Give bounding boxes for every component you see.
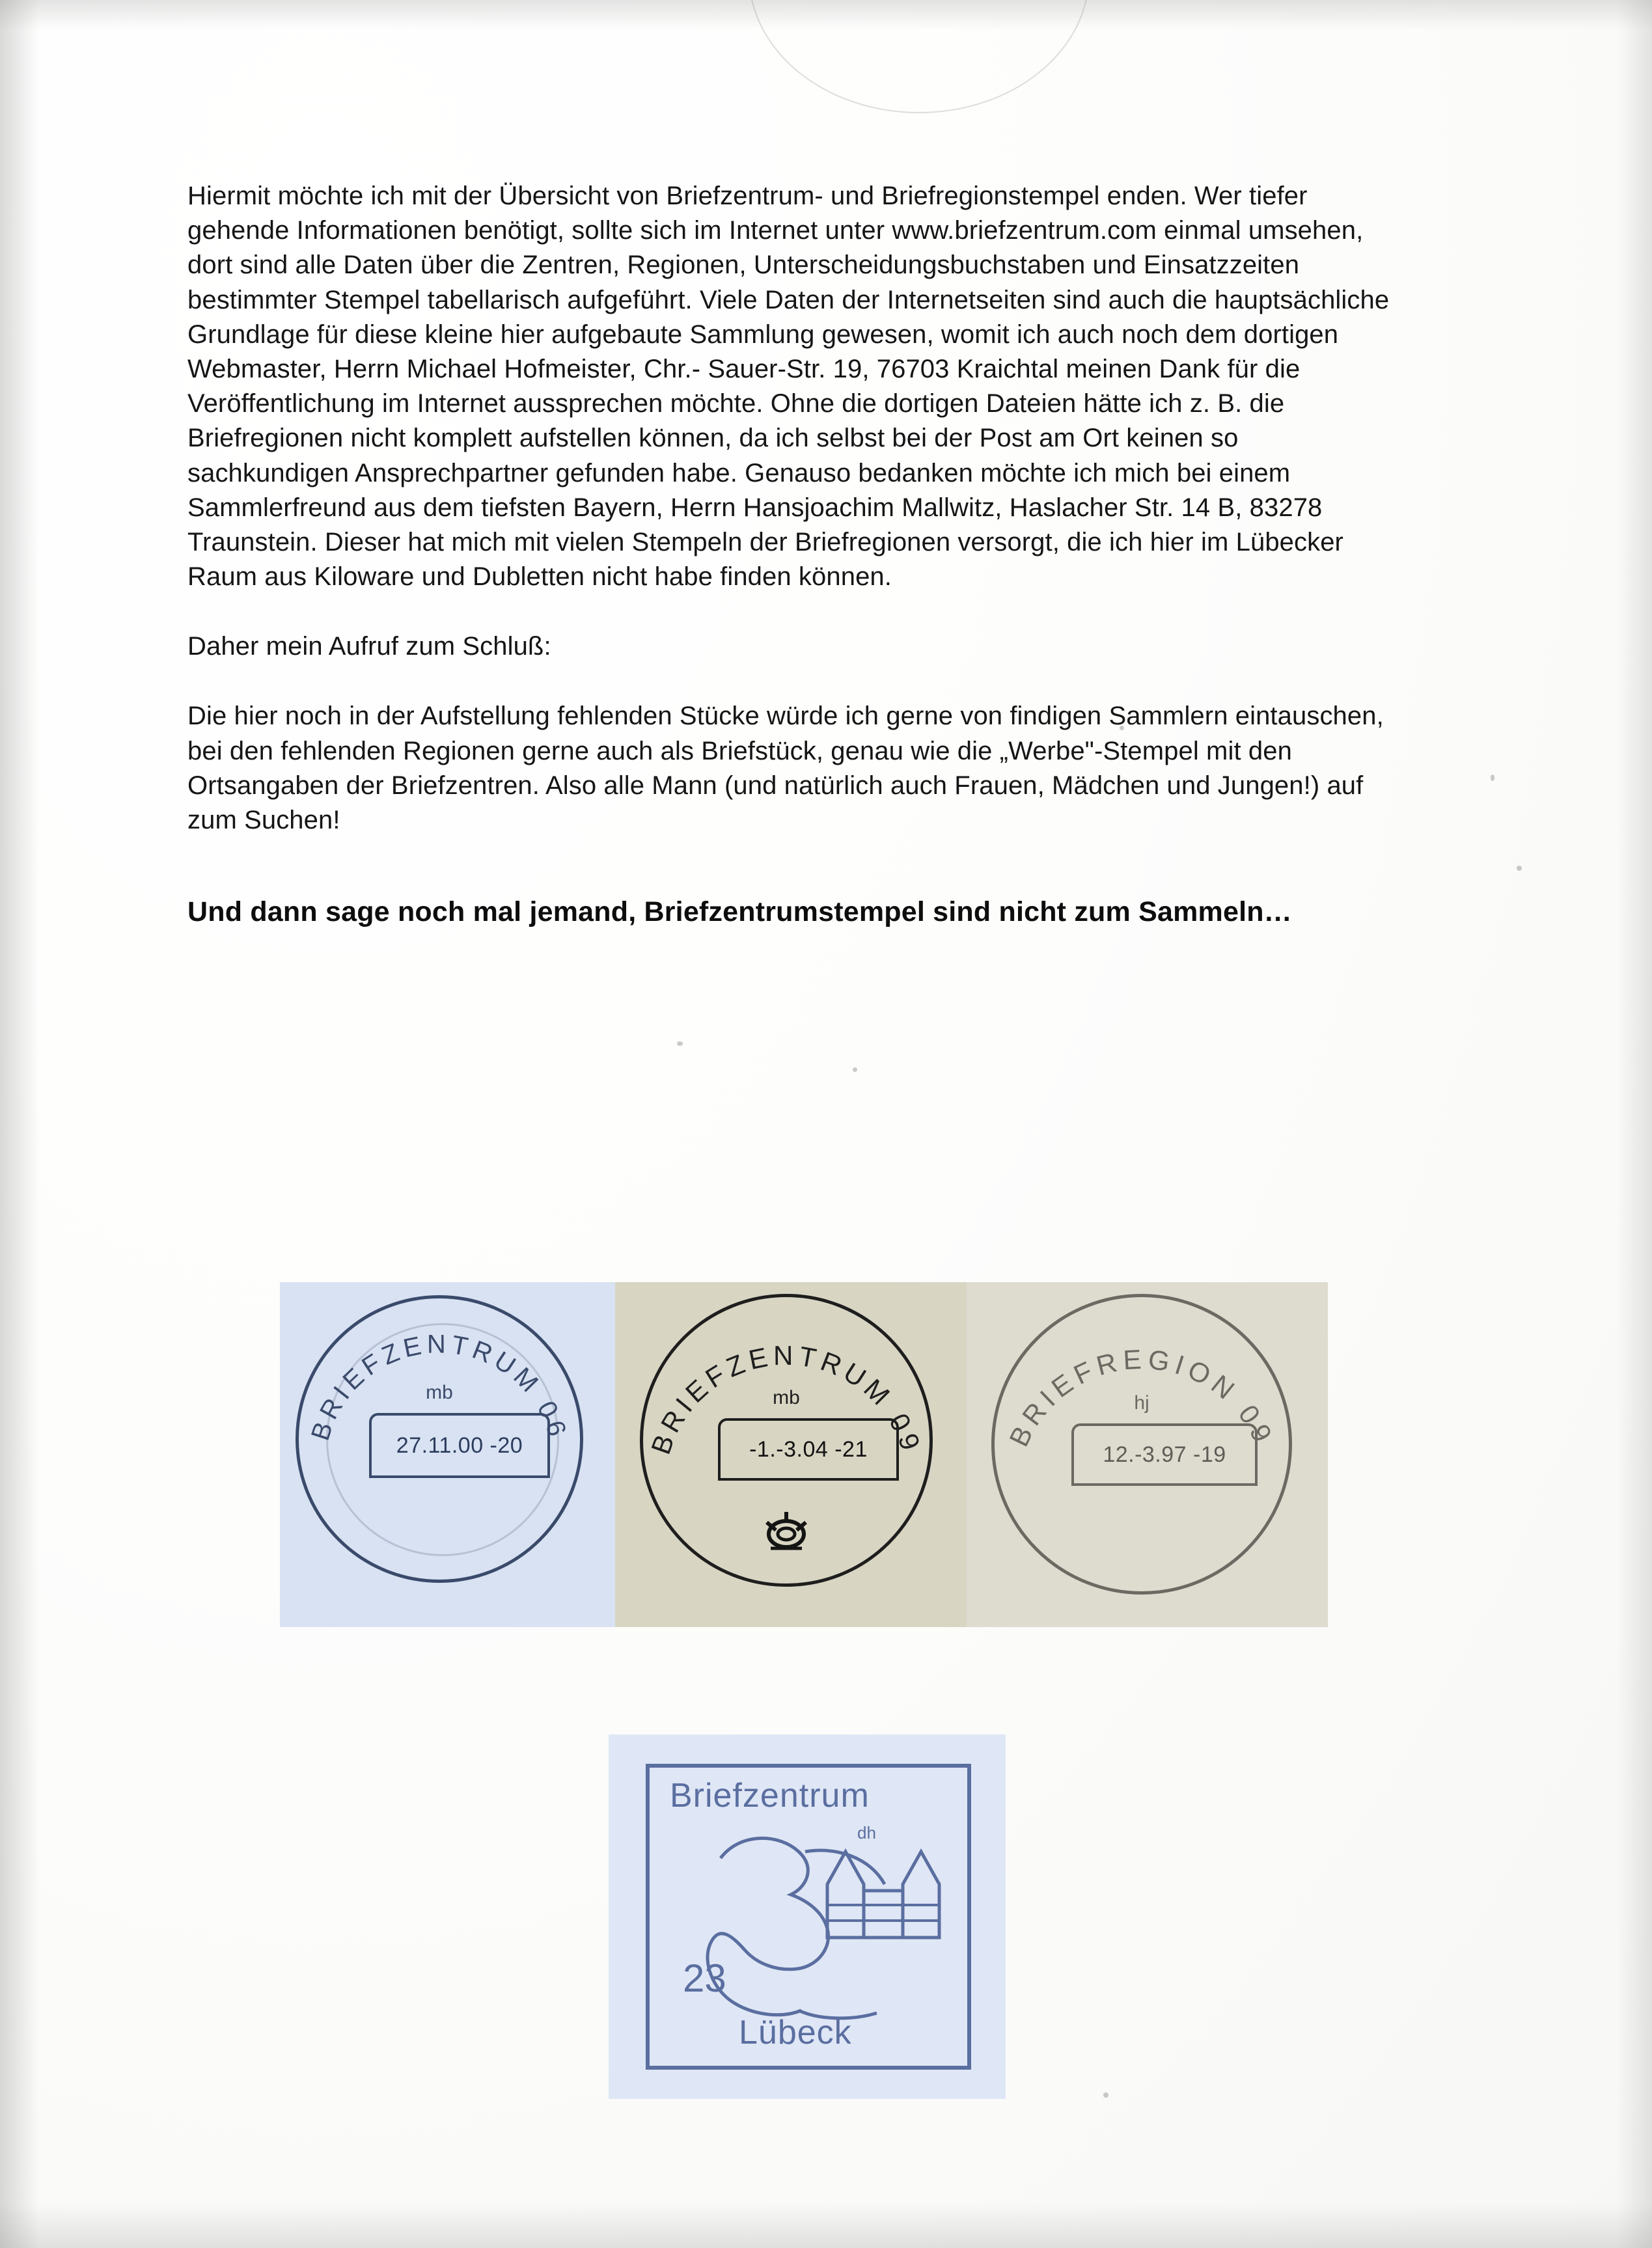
stamp-date: 27.11.00 -20 [369, 1413, 550, 1478]
stamp-letters: mb [773, 1387, 800, 1408]
stamp-image-row [280, 1282, 1328, 1627]
stamp-tile-briefzentrum-09 [615, 1282, 967, 1627]
stamp-tile-briefzentrum-06 [280, 1282, 615, 1627]
paragraph-appeal: Die hier noch in der Aufstellung fehlenden Stücke würde ich gerne von findigen Sammlern eintauschen, bei den fehlenden Regionen gerne auch als Briefstück, genau wie die „Werbe"-Stempel mit den Ortsangaben der Briefzentren. Also alle Mann (und natürlich auch Frauen, Mädchen und Jungen!) auf zum Suchen! [187, 702, 1384, 834]
stamp-lower-frame [642, 1761, 974, 2073]
page-edge-shadow-right [1617, 0, 1652, 2248]
paragraph-closing: Und dann sage noch mal jemand, Briefzentrumstempel sind nicht zum Sammeln… [187, 896, 1292, 928]
stamp-lower-number: 23 [683, 1956, 726, 2000]
scan-speck [1491, 774, 1494, 781]
stamp-date: 12.-3.97 -19 [1071, 1423, 1258, 1486]
stamp-circle-outer [296, 1295, 583, 1583]
stamp-lower-city: Lübeck [739, 2014, 852, 2051]
svg-text:BRIEFZENTRUM 06: BRIEFZENTRUM 06 [305, 1330, 573, 1444]
page-edge-shadow-top [0, 0, 1652, 30]
stamp-circle-outer [640, 1294, 933, 1587]
svg-text:BRIEFREGION 09: BRIEFREGION 09 [1003, 1343, 1280, 1451]
page-edge-shadow-bottom [0, 2202, 1652, 2248]
stamp-circle-outer [991, 1294, 1292, 1595]
paragraph-intro: Hiermit möchte ich mit der Übersicht von Briefzentrum- und Briefregionstempel enden. Wer tiefer gehende Informationen benötigt, sollte sich im Internet unter www.briefzentrum.com einmal umsehen, dort sind alle Daten über die Zentren, Regionen, Unterscheidungsbuchstaben und Einsatzzeiten bestimmter Stempel tabellarisch aufgeführt. Viele Daten der Internetseiten sind auch die hauptsächliche Grundlage für diese kleine hier aufgebaute Sammlung gewesen, womit ich auch noch dem dortigen Webmaster, Herrn Michael Hofmeister, Chr.- Sauer-Str. 19, 76703 Kraichtal meinen Dank für die Veröffentlichung im Internet aussprechen möchte. Ohne die dortigen Dateien hätte ich z. B. die Briefregionen nicht komplett aufstellen können, da ich selbst bei der Post am Ort keinen so sachkundigen Ansprechpartner gefunden habe. Genauso bedanken möchte ich mich bei einem Sammlerfreund aus dem tiefsten Bayern, Herrn Hansjoachim Mallwitz, Haslacher Str. 14 B, 83278 Traunstein. Dieser hat mich mit vielen Stempeln der Briefregionen versorgt, die ich hier im Lübecker Raum aus Kiloware und Dubletten nicht habe finden können. [187, 182, 1390, 592]
stamp-tile-briefzentrum-23-luebeck [609, 1734, 1006, 2099]
svg-text:BRIEFZENTRUM 09: BRIEFZENTRUM 09 [645, 1339, 928, 1459]
paragraph-appeal-heading: Daher mein Aufruf zum Schluß: [187, 632, 551, 661]
scan-speck [853, 1067, 857, 1072]
stamp-letters: hj [1134, 1392, 1150, 1414]
scan-speck [677, 1041, 683, 1046]
page-edge-shadow-left [0, 0, 39, 2248]
document-body [187, 179, 1405, 931]
stamp-date: -1.-3.04 -21 [718, 1418, 899, 1481]
stamp-lower-title: Briefzentrum [670, 1777, 870, 1815]
scan-speck [1103, 2092, 1108, 2098]
stamp-tile-briefregion-09 [967, 1282, 1328, 1627]
posthorn-icon [756, 1508, 816, 1555]
stamp-lower-letters: dh [857, 1823, 876, 1843]
scan-speck [1517, 866, 1522, 871]
stamp-letters: mb [426, 1382, 453, 1403]
